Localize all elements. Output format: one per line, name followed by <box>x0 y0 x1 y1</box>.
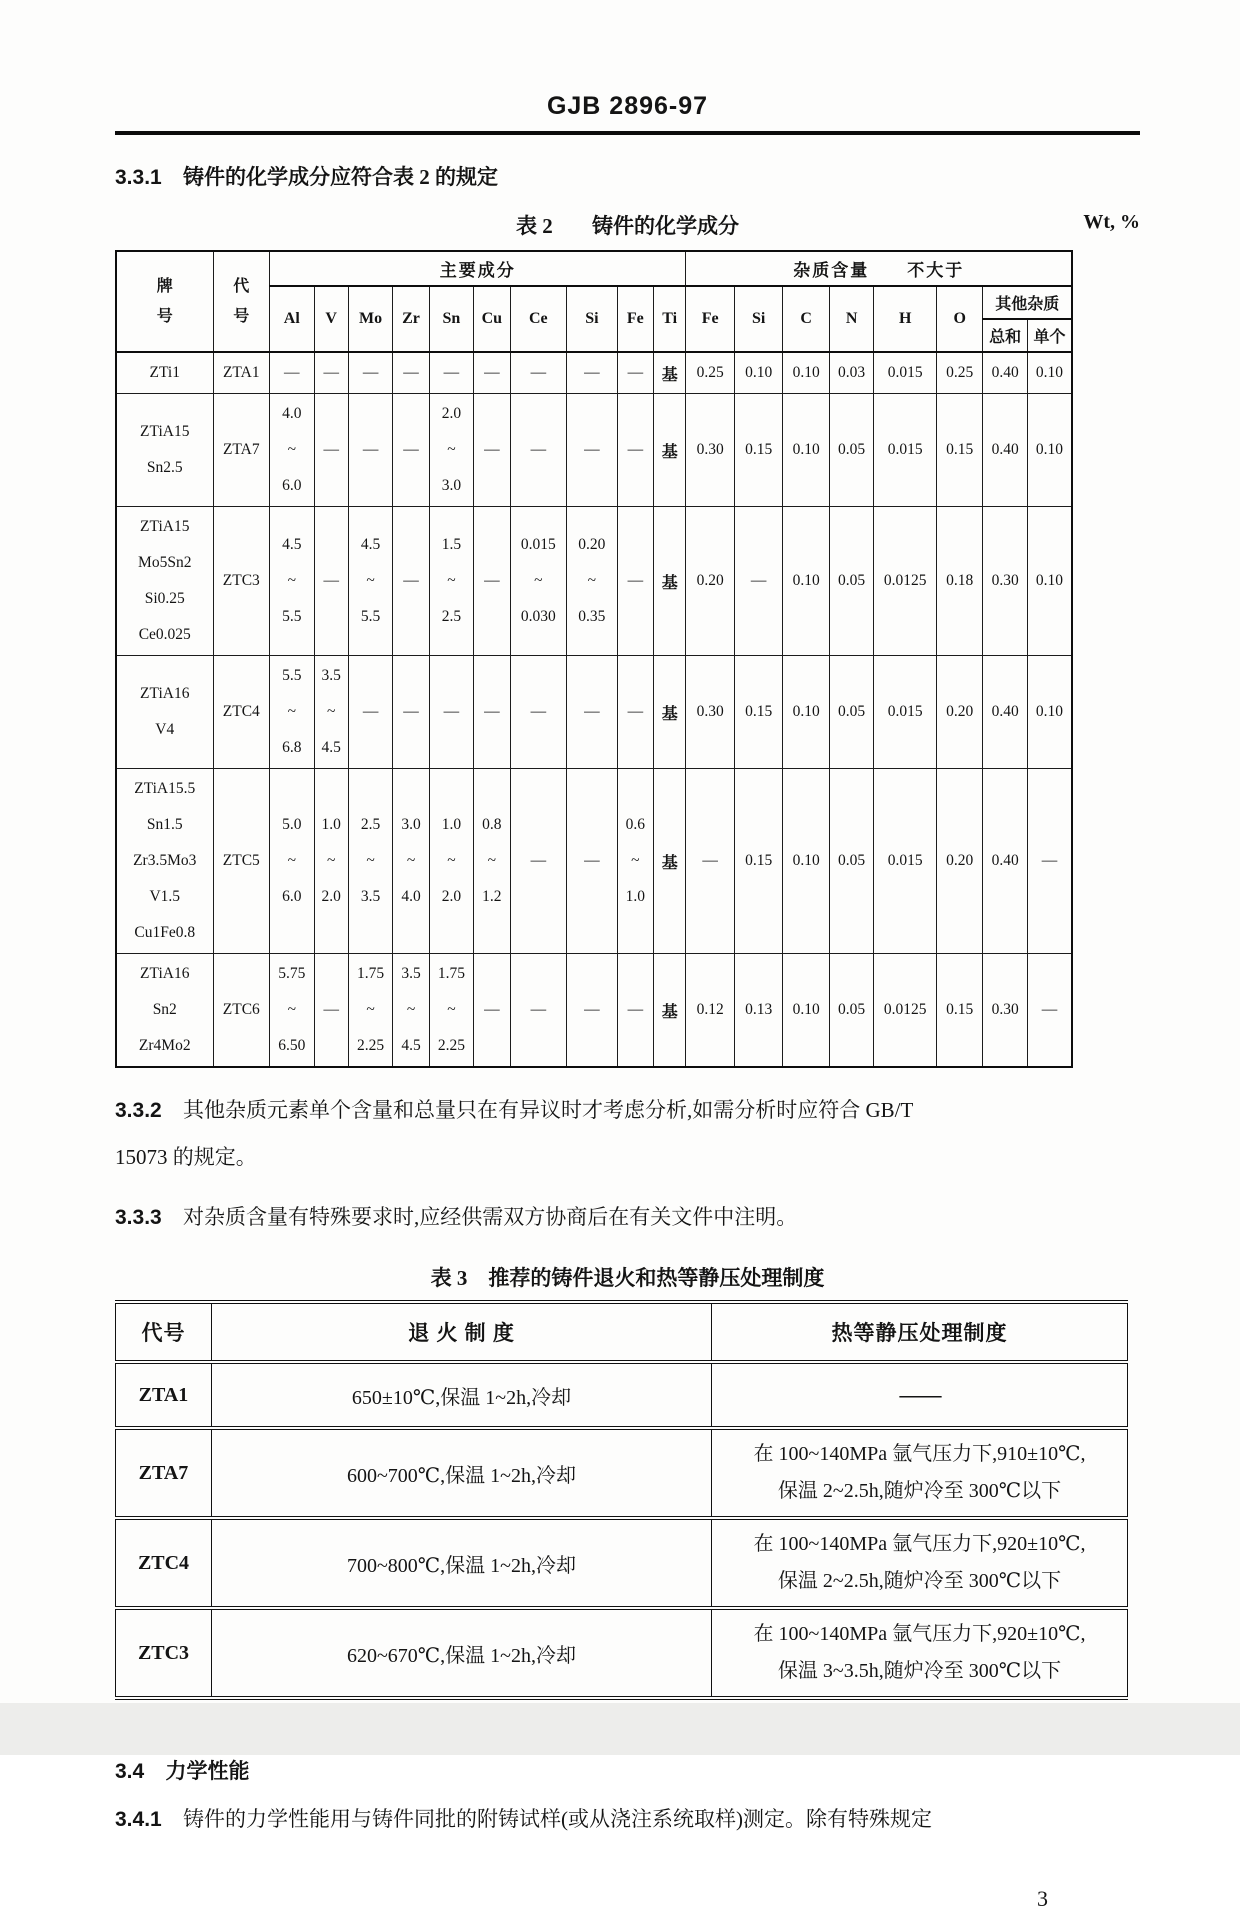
cell-line: ZTiA15 <box>140 518 190 536</box>
col-header-element: Ce <box>510 286 567 352</box>
cell-impurity-value: 0.0125 <box>874 507 937 656</box>
col-header-other-impurity: 其他杂质 <box>983 286 1072 319</box>
table2-head <box>116 251 1072 352</box>
cell-main-value <box>348 507 392 656</box>
cell-main-value: — <box>393 507 429 656</box>
col-header-impurity-element: Si <box>734 286 783 352</box>
cell-anneal-regime: 650±10℃,保温 1~2h,冷却 <box>212 1362 712 1428</box>
cell-line: 保温 3~3.5h,随炉冷至 300℃以下 <box>777 1660 1062 1683</box>
cell-line: 代 <box>233 277 250 295</box>
cell-line: ZTiA15 <box>140 423 190 441</box>
col-header-code <box>213 251 270 352</box>
cell-impurity-value: 0.0125 <box>874 954 937 1068</box>
table2-caption <box>115 210 1140 240</box>
table-row <box>116 1362 1128 1428</box>
cell-code: ZTC6 <box>213 954 270 1068</box>
cell-line: 3.5 <box>360 888 381 906</box>
cell-line: 号 <box>156 307 173 325</box>
col-header-impurity-element: N <box>829 286 873 352</box>
cell-line: 5.5 <box>282 608 302 626</box>
col-header-element: Al <box>270 286 314 352</box>
cell-line: V4 <box>155 721 175 739</box>
standard-number-header: GJB 2896-97 <box>546 92 709 120</box>
cell-line: 1.0 <box>321 816 341 834</box>
cell-code: ZTC4 <box>213 656 270 769</box>
cell-main-value: — <box>393 352 429 394</box>
section-3-3-2-cont: 15073 的规定。 <box>115 1145 257 1170</box>
table3-header-row <box>116 1302 1128 1362</box>
table-row <box>116 656 1072 769</box>
cell-main-value <box>393 769 429 954</box>
cell-line: Zr3.5Mo3 <box>133 852 197 870</box>
table3-col-header: 代号 <box>116 1302 212 1362</box>
cell-main-value <box>429 954 473 1068</box>
cell-line: Si0.25 <box>144 590 185 608</box>
section-3-3-3 <box>115 1199 1140 1236</box>
cell-line: ~ <box>406 1001 416 1019</box>
cell-line: Sn2.5 <box>146 459 183 477</box>
cell-line: ~ <box>406 852 416 870</box>
cell-impurity-value: 0.25 <box>686 352 735 394</box>
cell-line: V1.5 <box>149 888 181 906</box>
cell-impurity-value: 0.015 <box>874 656 937 769</box>
cell-anneal-regime: 620~670℃,保温 1~2h,冷却 <box>212 1608 712 1698</box>
cell-code: ZTC3 <box>213 507 270 656</box>
cell-line: 0.20 <box>578 536 606 554</box>
cell-main-value: — <box>510 954 567 1068</box>
cell-line: ~ <box>366 1001 375 1019</box>
cell-line: Cu1Fe0.8 <box>134 924 196 942</box>
cell-main-value <box>429 394 473 507</box>
cell-impurity-value: 0.15 <box>936 394 982 507</box>
section-number: 3.3.3 <box>115 1206 162 1230</box>
cell-main-value <box>429 507 473 656</box>
cell-impurity-value: 0.10 <box>783 507 829 656</box>
col-header-brand <box>116 251 213 352</box>
col-header-impurity-element: O <box>936 286 982 352</box>
cell-line: 1.0 <box>441 816 462 834</box>
cell-line: ~ <box>366 572 375 590</box>
table-row <box>116 954 1072 1068</box>
cell-main-value: — <box>429 656 473 769</box>
cell-main-value: 基 <box>654 656 686 769</box>
cell-line: 5.5 <box>360 608 381 626</box>
cell-line: ~ <box>287 703 296 721</box>
cell-alloy-code: ZTA7 <box>116 1428 212 1518</box>
cell-line: ~ <box>447 1001 456 1019</box>
cell-main-value: — <box>567 394 618 507</box>
table2-body <box>116 352 1072 1067</box>
cell-impurity-value: 0.15 <box>936 954 982 1068</box>
cell-main-value <box>474 769 510 954</box>
cell-main-value: — <box>474 394 510 507</box>
cell-code: ZTA7 <box>213 394 270 507</box>
cell-line: 0.015 <box>520 536 556 554</box>
col-header-impurity-max: 杂质含量 不大于 <box>686 251 1072 286</box>
cell-line: ~ <box>327 703 336 721</box>
col-header-impurity-element: Fe <box>686 286 735 352</box>
cell-anneal-regime: 600~700℃,保温 1~2h,冷却 <box>212 1428 712 1518</box>
cell-line: ~ <box>287 572 296 590</box>
cell-impurity-value: — <box>734 507 783 656</box>
table-row <box>116 1428 1128 1518</box>
cell-line: 2.25 <box>357 1037 385 1055</box>
cell-main-value: 基 <box>654 507 686 656</box>
cell-code: ZTA1 <box>213 352 270 394</box>
cell-line: 4.5 <box>321 739 341 757</box>
cell-line: 1.2 <box>482 888 502 906</box>
cell-line: 2.0 <box>441 888 462 906</box>
table3-caption: 表 3 推荐的铸件退火和热等静压处理制度 <box>430 1266 825 1291</box>
cell-main-value <box>314 769 348 954</box>
table-row <box>116 507 1072 656</box>
cell-line: 5.0 <box>282 816 302 834</box>
header-rule <box>115 131 1140 135</box>
cell-main-value <box>314 656 348 769</box>
cell-main-value: — <box>474 352 510 394</box>
cell-alloy-code: ZTC3 <box>116 1608 212 1698</box>
cell-main-value: — <box>314 394 348 507</box>
cell-main-value <box>270 954 314 1068</box>
cell-impurity-value: 0.05 <box>829 954 873 1068</box>
cell-main-value: 基 <box>654 352 686 394</box>
cell-main-value <box>567 507 618 656</box>
cell-line: Sn1.5 <box>146 816 183 834</box>
cell-line: 4.0 <box>282 405 302 423</box>
cell-impurity-value: 0.05 <box>829 507 873 656</box>
cell-line: ZTiA16 <box>140 685 190 703</box>
cell-line: ZTi1 <box>149 364 180 382</box>
cell-impurity-value: 0.30 <box>686 394 735 507</box>
cell-line: Sn2 <box>152 1001 177 1019</box>
cell-brand <box>116 507 213 656</box>
col-header-other-sub: 总和 <box>983 319 1027 352</box>
section-3-3-2 <box>115 1092 1140 1129</box>
chemical-composition-table <box>115 250 1073 1068</box>
cell-hip-regime <box>712 1608 1128 1698</box>
cell-impurity-value: 0.015 <box>874 394 937 507</box>
col-header-element: Cu <box>474 286 510 352</box>
cell-line: ~ <box>447 572 456 590</box>
cell-impurity-value: 0.13 <box>734 954 783 1068</box>
cell-hip-regime: —— <box>712 1362 1128 1428</box>
cell-line: 6.0 <box>282 477 302 495</box>
cell-brand <box>116 954 213 1068</box>
cell-line: ~ <box>447 441 456 459</box>
cell-main-value: — <box>567 656 618 769</box>
cell-line: 号 <box>233 307 250 325</box>
cell-line: 2.0 <box>321 888 341 906</box>
cell-main-value <box>270 507 314 656</box>
section-text: 其他杂质元素单个含量和总量只在有异议时才考虑分析,如需分析时应符合 GB/T <box>182 1098 914 1123</box>
cell-anneal-regime: 700~800℃,保温 1~2h,冷却 <box>212 1518 712 1608</box>
col-header-element: Sn <box>429 286 473 352</box>
cell-line: ~ <box>327 852 336 870</box>
cell-impurity-value: 0.05 <box>829 769 873 954</box>
cell-main-value: — <box>567 352 618 394</box>
scan-artifact-strip <box>0 1703 1240 1755</box>
cell-line: 4.5 <box>282 536 302 554</box>
cell-impurity-value: 0.18 <box>936 507 982 656</box>
section-text: 力学性能 <box>165 1759 250 1784</box>
cell-impurity-value: 0.30 <box>983 954 1027 1068</box>
table3-head <box>116 1302 1128 1362</box>
cell-alloy-code: ZTC4 <box>116 1518 212 1608</box>
cell-line: 0.35 <box>578 608 606 626</box>
table2-caption-title: 铸件的化学成分 <box>592 214 739 239</box>
cell-impurity-value: 0.10 <box>1027 507 1072 656</box>
cell-main-value <box>617 769 653 954</box>
cell-impurity-value: 0.40 <box>983 656 1027 769</box>
cell-impurity-value: — <box>1027 769 1072 954</box>
cell-line: 保温 2~2.5h,随炉冷至 300℃以下 <box>777 1570 1062 1593</box>
cell-brand <box>116 352 213 394</box>
table2-caption-label: 表 2 <box>516 214 553 239</box>
cell-line: 0.030 <box>520 608 556 626</box>
cell-brand <box>116 394 213 507</box>
cell-impurity-value: 0.10 <box>783 656 829 769</box>
cell-impurity-value: 0.10 <box>783 352 829 394</box>
cell-main-value: — <box>567 769 618 954</box>
cell-brand <box>116 769 213 954</box>
table-row <box>116 352 1072 394</box>
cell-line: ~ <box>287 1001 296 1019</box>
cell-main-value: — <box>617 954 653 1068</box>
cell-impurity-value: 0.20 <box>686 507 735 656</box>
cell-main-value: — <box>429 352 473 394</box>
cell-impurity-value: 0.15 <box>734 394 783 507</box>
cell-main-value: — <box>510 769 567 954</box>
cell-line: 在 100~140MPa 氩气压力下,920±10℃, <box>753 1623 1086 1646</box>
table-row <box>116 1518 1128 1608</box>
cell-main-value: — <box>510 394 567 507</box>
cell-main-value <box>348 954 392 1068</box>
cell-impurity-value: 0.15 <box>734 769 783 954</box>
cell-main-value: — <box>393 656 429 769</box>
section-number: 3.3.2 <box>115 1099 162 1123</box>
cell-code: ZTC5 <box>213 769 270 954</box>
cell-main-value <box>270 656 314 769</box>
cell-main-value: — <box>314 352 348 394</box>
col-header-other-sub: 单个 <box>1027 319 1072 352</box>
cell-line: ~ <box>287 852 296 870</box>
cell-main-value: — <box>393 394 429 507</box>
cell-impurity-value: 0.10 <box>734 352 783 394</box>
cell-main-value: — <box>617 507 653 656</box>
cell-impurity-value: 0.15 <box>734 656 783 769</box>
cell-line: 5.5 <box>282 667 302 685</box>
page-number: 3 <box>1037 1885 1048 1911</box>
cell-line: 0.6 <box>625 816 645 834</box>
cell-impurity-value: 0.015 <box>874 769 937 954</box>
cell-line: ~ <box>487 852 497 870</box>
col-header-element: Fe <box>617 286 653 352</box>
cell-main-value <box>393 954 429 1068</box>
cell-main-value: — <box>314 507 348 656</box>
cell-impurity-value: 0.10 <box>783 394 829 507</box>
section-number: 3.4 <box>115 1760 145 1784</box>
cell-line: Ce0.025 <box>138 626 191 644</box>
cell-impurity-value: 0.10 <box>783 954 829 1068</box>
cell-main-value: — <box>474 954 510 1068</box>
cell-main-value <box>270 394 314 507</box>
cell-line: 4.5 <box>401 1037 421 1055</box>
cell-line: ~ <box>287 441 296 459</box>
cell-impurity-value: 0.40 <box>983 769 1027 954</box>
cell-impurity-value: 0.20 <box>936 769 982 954</box>
table-row <box>116 769 1072 954</box>
cell-main-value <box>270 769 314 954</box>
cell-main-value: 基 <box>654 394 686 507</box>
cell-line: 0.8 <box>482 816 502 834</box>
cell-line: ZTiA16 <box>140 965 190 983</box>
cell-line: 4.5 <box>360 536 381 554</box>
cell-main-value: — <box>314 954 348 1068</box>
cell-impurity-value: 0.015 <box>874 352 937 394</box>
cell-line: 3.0 <box>401 816 421 834</box>
table2-header-row-1 <box>116 251 1072 286</box>
cell-line: 6.50 <box>278 1037 306 1055</box>
table2-unit-label: Wt, % <box>1083 211 1140 234</box>
cell-impurity-value: 0.12 <box>686 954 735 1068</box>
cell-alloy-code: ZTA1 <box>116 1362 212 1428</box>
cell-line: 1.75 <box>357 965 385 983</box>
cell-line: 5.75 <box>278 965 306 983</box>
section-3-4 <box>115 1753 1140 1790</box>
cell-line: ZTiA15.5 <box>134 780 196 798</box>
cell-line: 3.0 <box>441 477 462 495</box>
cell-main-value: — <box>348 352 392 394</box>
cell-line: Zr4Mo2 <box>138 1037 191 1055</box>
cell-line: 2.25 <box>437 1037 465 1055</box>
section-text: 铸件的化学成分应符合表 2 的规定 <box>182 165 498 189</box>
cell-line: ~ <box>631 852 640 870</box>
cell-line: 保温 2~2.5h,随炉冷至 300℃以下 <box>777 1480 1062 1503</box>
cell-main-value: — <box>617 394 653 507</box>
cell-main-value: — <box>348 394 392 507</box>
cell-line: 2.5 <box>360 816 381 834</box>
col-header-element: Ti <box>654 286 686 352</box>
col-header-element: Si <box>567 286 618 352</box>
cell-line: 1.75 <box>437 965 465 983</box>
cell-main-value: — <box>474 656 510 769</box>
cell-impurity-value: — <box>1027 954 1072 1068</box>
section-number: 3.3.1 <box>115 166 162 189</box>
section-number: 3.4.1 <box>115 1807 162 1831</box>
cell-line: 3.5 <box>321 667 341 685</box>
cell-line: Mo5Sn2 <box>138 554 192 572</box>
col-header-element: Mo <box>348 286 392 352</box>
cell-line: 6.8 <box>282 739 302 757</box>
cell-hip-regime <box>712 1518 1128 1608</box>
cell-line: 1.5 <box>441 536 462 554</box>
cell-main-value: — <box>510 656 567 769</box>
cell-impurity-value: 0.30 <box>686 656 735 769</box>
cell-line: 在 100~140MPa 氩气压力下,920±10℃, <box>753 1533 1086 1556</box>
cell-main-value: 基 <box>654 954 686 1068</box>
cell-line: 牌 <box>156 277 173 295</box>
col-header-element: Zr <box>393 286 429 352</box>
cell-impurity-value: 0.05 <box>829 656 873 769</box>
col-header-impurity-element: H <box>874 286 937 352</box>
cell-impurity-value: 0.30 <box>983 507 1027 656</box>
cell-line: ~ <box>366 852 375 870</box>
cell-impurity-value: 0.10 <box>1027 352 1072 394</box>
cell-main-value: — <box>270 352 314 394</box>
heat-treatment-table <box>115 1300 1128 1700</box>
cell-main-value <box>510 507 567 656</box>
cell-impurity-value: 0.05 <box>829 394 873 507</box>
section-3-3-1 <box>115 159 1140 196</box>
table3-col-header: 退 火 制 度 <box>212 1302 712 1362</box>
cell-impurity-value: 0.10 <box>1027 656 1072 769</box>
cell-impurity-value: 0.25 <box>936 352 982 394</box>
cell-main-value: — <box>474 507 510 656</box>
cell-impurity-value: 0.10 <box>1027 394 1072 507</box>
cell-main-value <box>348 769 392 954</box>
cell-brand <box>116 656 213 769</box>
cell-impurity-value: 0.03 <box>829 352 873 394</box>
table3-col-header: 热等静压处理制度 <box>712 1302 1128 1362</box>
col-header-impurity-element: C <box>783 286 829 352</box>
cell-impurity-value: 0.40 <box>983 352 1027 394</box>
table3-body <box>116 1362 1128 1698</box>
cell-impurity-value: — <box>686 769 735 954</box>
cell-main-value: 基 <box>654 769 686 954</box>
section-3-4-1 <box>115 1801 1140 1838</box>
cell-impurity-value: 0.10 <box>783 769 829 954</box>
cell-line: 2.0 <box>441 405 462 423</box>
cell-line: ~ <box>447 852 456 870</box>
cell-line: 在 100~140MPa 氩气压力下,910±10℃, <box>753 1443 1086 1466</box>
section-text: 对杂质含量有特殊要求时,应经供需双方协商后在有关文件中注明。 <box>182 1205 798 1230</box>
cell-main-value: — <box>567 954 618 1068</box>
cell-line: 6.0 <box>282 888 302 906</box>
cell-main-value: — <box>617 656 653 769</box>
col-header-element: V <box>314 286 348 352</box>
table-row <box>116 394 1072 507</box>
cell-main-value: — <box>348 656 392 769</box>
cell-main-value: — <box>510 352 567 394</box>
cell-impurity-value: 0.20 <box>936 656 982 769</box>
cell-line: 2.5 <box>441 608 462 626</box>
cell-line: ~ <box>534 572 543 590</box>
cell-line: 4.0 <box>401 888 421 906</box>
table-row <box>116 1608 1128 1698</box>
cell-impurity-value: 0.40 <box>983 394 1027 507</box>
cell-hip-regime <box>712 1428 1128 1518</box>
col-header-main-components: 主要成分 <box>270 251 686 286</box>
cell-line: 3.5 <box>401 965 421 983</box>
cell-line: 1.0 <box>625 888 645 906</box>
cell-line: ~ <box>587 572 597 590</box>
cell-main-value <box>429 769 473 954</box>
cell-main-value: — <box>617 352 653 394</box>
section-text: 铸件的力学性能用与铸件同批的附铸试样(或从浇注系统取样)测定。除有特殊规定 <box>182 1806 932 1831</box>
